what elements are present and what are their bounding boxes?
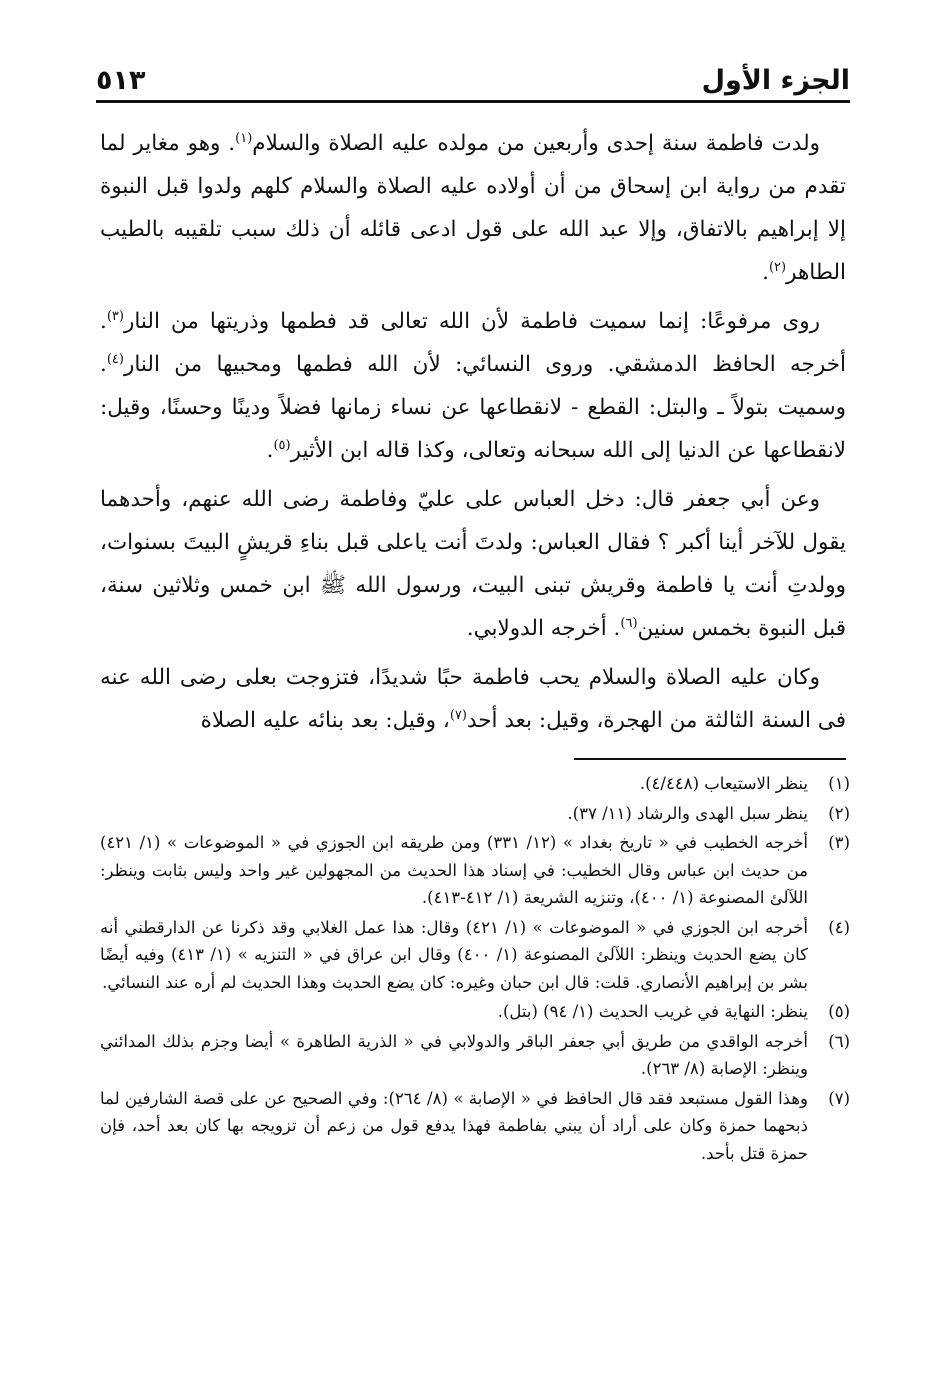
footnote-number: (٥)	[828, 1002, 850, 1021]
text-run: . وهو مغاير لما تقدم من رواية ابن إسحاق من أن أولاده عليه الصلاة والسلام كلهم ولدوا قبل النبوة إلا إبراهيم بالاتفاق، وإلا عبد الله على قول ادعى قائله أن ذلك سبب تلقيبه بالطيب الطاهر	[100, 131, 846, 285]
page-number: ٥١٣	[96, 65, 146, 96]
footnote-text: ينظر الاستيعاب (٤/٤٤٨).	[639, 774, 808, 793]
footnote-1	[100, 770, 850, 798]
footnote-7	[100, 1085, 850, 1168]
footnote-number: (١)	[828, 774, 850, 793]
footnote-3	[100, 829, 850, 912]
text-run: . وسميت بتولاً ـ والبتل: القطع - لانقطاعها عن نساء زمانها فضلاً ودينًا وحسنًا، وقيل: لانقطاعها عن الدنيا إلى الله سبحانه وتعالى، وكذا قاله ابن الأثير	[100, 352, 846, 463]
paragraph-3	[100, 478, 846, 650]
paragraph-4	[100, 656, 846, 742]
footnote-number: (٤)	[828, 917, 850, 937]
page-header	[96, 40, 850, 103]
footnote-text: أخرجه ابن الجوزي في « الموضوعات » (١/ ٤٢١) وقال: هذا عمل الغلابي وقد ذكرنا عن الدارقطني أنه كان يضع الحديث وينظر: اللآلئ المصنوعة (١/ ٤٠٠) وقال ابن عراق في « التنزيه » (١/ ٤١٣) وفيه أيضًا بشر بن إبراهيم الأنصاري. قلت: قال ابن حبان وغيره: كان يضع الحديث وهذا الحديث لم أره عند النسائي.	[100, 917, 808, 992]
text-run: ، وقيل: بعد بنائه عليه الصلاة	[200, 708, 450, 733]
footnote-text: أخرجه الواقدي من طريق أبي جعفر الباقر والدولابي في « الذرية الطاهرة » أيضا وجزم بذلك المدائني وينظر: الإصابة (٨/ ٢٦٣).	[100, 1031, 808, 1078]
text-run: ولدت فاطمة سنة إحدى وأربعين من مولده عليه الصلاة والسلام	[252, 131, 821, 156]
footnote-number: (٦)	[828, 1031, 850, 1051]
text-run: . أخرجه الحافظ الدمشقي. وروى النسائي: لأن الله فطمها ومحبيها من النار	[100, 309, 846, 377]
footnotes	[100, 770, 850, 1169]
text-run: روى مرفوعًا: إنما سميت فاطمة لأن الله تعالى قد فطمها وذريتها من النار	[123, 309, 820, 334]
footnote-ref: (٧)	[449, 707, 467, 723]
footnote-ref: (٥)	[273, 437, 291, 453]
footnote-number: (٢)	[828, 803, 850, 823]
footnote-5	[100, 998, 850, 1026]
text-run: وعن أبي جعفر قال: دخل العباس على عليّ وفاطمة رضى الله عنهم، وأحدهما يقول للآخر أينا أكبر ؟ فقال العباس: ولدتَ أنت ياعلى قبل بناءِ قريشٍ البيتَ بسنوات، وولدتِ أنت يا فاطمة وقريش تبنى البيت، ورسول الله ﷺ ابن خمس وثلاثين سنة، قبل النبوة بخمس سنين	[100, 487, 846, 641]
footnote-number: (٣)	[828, 833, 850, 852]
main-text	[100, 122, 846, 742]
running-title: الجزء الأول	[701, 65, 850, 96]
footnote-separator	[574, 758, 846, 760]
text-run: . أخرجه الدولابي.	[466, 616, 621, 641]
footnote-ref: (٢)	[768, 259, 787, 275]
paragraph-2	[100, 300, 846, 472]
footnote-ref: (٣)	[106, 308, 124, 324]
footnote-text: وهذا القول مستبعد فقد قال الحافظ في « الإصابة » (٨/ ٢٦٤): وفي الصحيح عن على قصة الشارفين لما ذبحهما حمزة وكان على أراد أن يبني بفاطمة فهذا يدفع قول من زعم أن تزويجه بها كان بعد أحد، فإن حمزة قتل بأحد.	[100, 1088, 808, 1163]
footnote-ref: (٤)	[106, 351, 124, 367]
paragraph-1	[100, 122, 846, 294]
footnote-text: ينظر سبل الهدى والرشاد (١١/ ٣٧).	[567, 803, 808, 823]
footnote-4	[100, 914, 850, 997]
footnote-number: (٧)	[828, 1088, 850, 1108]
footnote-2	[100, 800, 850, 828]
footnote-6	[100, 1028, 850, 1083]
text-run: .	[266, 438, 274, 463]
text-run: .	[762, 260, 769, 285]
footnote-text: ينظر: النهاية في غريب الحديث (١/ ٩٤) (بتل).	[497, 1002, 808, 1021]
footnote-ref: (٦)	[620, 615, 638, 631]
footnote-ref: (١)	[235, 130, 253, 146]
text-run: وكان عليه الصلاة والسلام يحب فاطمة حبًا شديدًا، فتزوجت بعلى رضى الله عنه فى السنة الثالثة من الهجرة، وقيل: بعد أحد	[100, 665, 846, 733]
footnote-text: أخرجه الخطيب في « تاريخ بغداد » (١٢/ ٣٣١) ومن طريقه ابن الجوزي في « الموضوعات » (١/ ٤٢١) من حديث ابن عباس وقال الخطيب: في إسناد هذا الحديث من المجهولين غير واحد وليس بثابت وينظر: اللآلئ المصنوعة (١/ ٤٠٠)، وتنزيه الشريعة (١/ ٤١٢-٤١٣).	[100, 833, 808, 907]
